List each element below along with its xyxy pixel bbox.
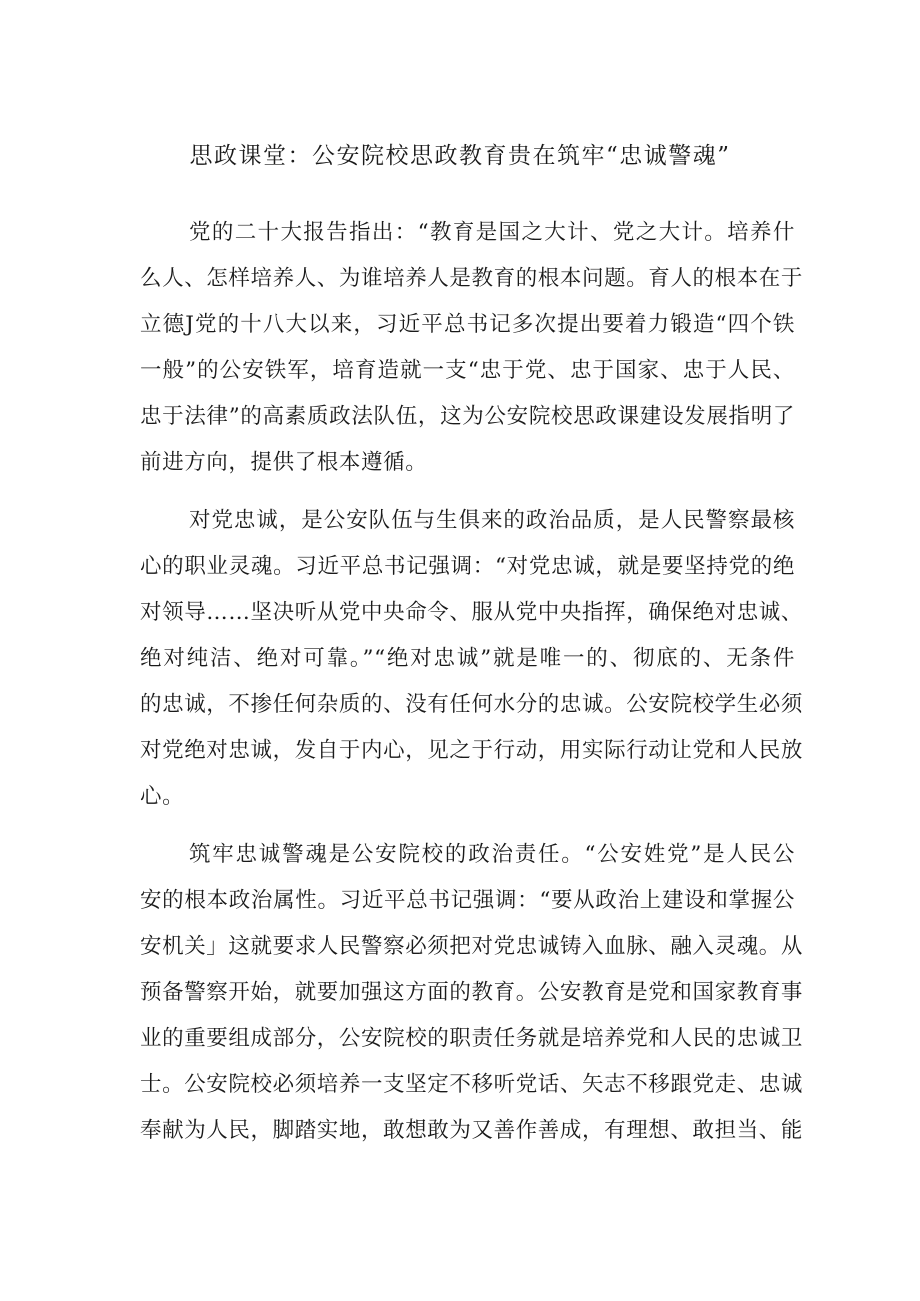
text-line: 忠于法律”的高素质政法队伍，这为公安院校思政课建设发展指明了	[140, 404, 795, 429]
text-line: 业的重要组成部分，公安院校的职责任务就是培养党和人民的忠诚卫	[140, 1026, 804, 1051]
text-line: 心。	[140, 784, 185, 809]
text-line: 前进方向，提供了根本遵循。	[140, 450, 428, 475]
text-line: 的忠诚，不掺任何杂质的、没有任何水分的忠诚。公安院校学生必须	[140, 692, 804, 717]
text-line: 一般”的公安铁军，培育造就一支“忠于党、忠于国家、忠于人民、	[140, 358, 795, 383]
text-line: 奉献为人民，脚踏实地，敢想敢为又善作善成，有理想、敢担当、能	[140, 1118, 804, 1143]
text-line: 预备警察开始，就要加强这方面的教育。公安教育是党和国家教育事	[140, 980, 804, 1005]
text-line: 士。公安院校必须培养一支坚定不移听党话、矢志不移跟党走、忠诚	[140, 1072, 804, 1097]
text-line: 心的职业灵魂。习近平总书记强调：“对党忠诚，就是要坚持党的绝	[140, 554, 795, 579]
text-line: 立德J党的十八大以来，习近平总书记多次提出要着力锻造“四个铁	[140, 312, 795, 337]
text-line: 安的根本政治属性。习近平总书记强调：“要从政治上建设和掌握公	[140, 888, 795, 913]
text-line: 对党绝对忠诚，发自于内心，见之于行动，用实际行动让党和人民放	[140, 738, 804, 763]
document-title: 思政课堂：公安院校思政教育贵在筑牢“忠诚警魂”	[189, 143, 731, 169]
text-line: 安机关」这就要求人民警察必须把对党忠诚铸入血脉、融入灵魂。从	[140, 934, 804, 959]
text-line: 对党忠诚，是公安队伍与生俱来的政治品质，是人民警察最核	[189, 508, 795, 533]
text-line: 绝对纯洁、绝对可靠。”“绝对忠诚”就是唯一的、彻底的、无条件	[140, 646, 795, 671]
text-line: 么人、怎样培养人、为谁培养人是教育的根本问题。育人的根本在于	[140, 266, 804, 291]
paragraph-3	[140, 832, 804, 1154]
paragraph-2	[140, 498, 804, 820]
text-line: 对领导……坚决听从党中央命令、服从党中央指挥，确保绝对忠诚、	[140, 600, 804, 625]
text-line: 党的二十大报告指出：“教育是国之大计、党之大计。培养什	[189, 220, 795, 245]
paragraph-1	[140, 210, 804, 486]
text-line: 筑牢忠诚警魂是公安院校的政治责任。“公安姓党”是人民公	[189, 842, 795, 867]
